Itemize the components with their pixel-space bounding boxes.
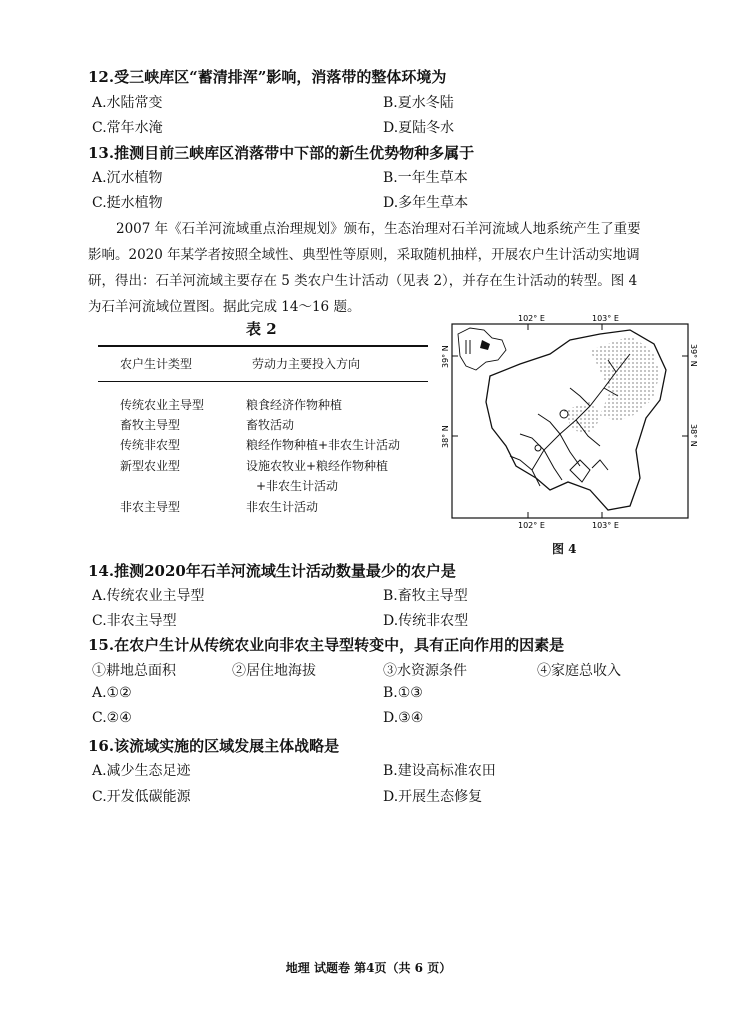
lon-label-top-103: 103° E xyxy=(592,314,619,323)
table-title: 表 2 xyxy=(246,320,277,338)
table-header-direction: 劳动力主要投入方向 xyxy=(252,357,361,371)
passage-line-2: 影响。2020 年某学者按照全域性、典型性等原则，采取随机抽样，开展农户生计活动实地调 xyxy=(88,247,640,263)
shiyang-river-basin-map xyxy=(440,310,700,532)
q12-option-d[interactable]: D.夏陆冬水 xyxy=(383,120,455,136)
figure-caption: 图 4 xyxy=(552,542,577,556)
q13-option-d[interactable]: D.多年生草本 xyxy=(383,195,469,211)
q12-stem: 12.受三峡库区“蓄清排浑”影响，消落带的整体环境为 xyxy=(88,68,447,86)
q13-option-c[interactable]: C.挺水植物 xyxy=(92,195,163,211)
table-row-3-direction: 粮经作物种植+非农生计活动 xyxy=(246,438,401,452)
q14-option-c[interactable]: C.非农主导型 xyxy=(92,613,177,629)
q15-option-b[interactable]: B.①③ xyxy=(383,685,423,701)
q15-option-d[interactable]: D.③④ xyxy=(383,710,424,726)
table-row-4b-direction: +非农生计活动 xyxy=(256,479,339,493)
page-footer: 地理 试题卷 第4页（共 6 页） xyxy=(285,961,452,975)
passage-line-4: 为石羊河流域位置图。据此完成 14～16 题。 xyxy=(88,299,361,315)
q12-option-a[interactable]: A.水陆常变 xyxy=(92,95,163,111)
lon-label-bottom-102: 102° E xyxy=(518,521,545,530)
q16-option-b[interactable]: B.建设高标准农田 xyxy=(383,763,496,779)
q16-option-a[interactable]: A.减少生态足迹 xyxy=(92,763,191,779)
table-row-3-type: 传统非农型 xyxy=(120,438,181,452)
q15-factor-4: ④家庭总收入 xyxy=(537,663,621,679)
q13-stem: 13.推测目前三峡库区消落带中下部的新生优势物种多属于 xyxy=(88,144,475,162)
q14-option-d[interactable]: D.传统非农型 xyxy=(383,613,469,629)
q15-factor-1: ①耕地总面积 xyxy=(92,663,176,679)
q16-option-d[interactable]: D.开展生态修复 xyxy=(383,789,483,805)
table-row-1-direction: 粮食经济作物种植 xyxy=(246,398,343,412)
table-row-2-direction: 畜牧活动 xyxy=(246,418,295,432)
table-header-rule xyxy=(98,381,428,382)
q12-option-c[interactable]: C.常年水淹 xyxy=(92,120,163,136)
q13-option-a[interactable]: A.沉水植物 xyxy=(92,170,163,186)
q16-stem: 16.该流域实施的区域发展主体战略是 xyxy=(88,737,340,755)
lon-label-top-102: 102° E xyxy=(518,314,545,323)
passage-line-3: 研，得出：石羊河流域主要存在 5 类农户生计活动（见表 2），并存在生计活动的转型。图 4 xyxy=(88,273,638,289)
table-row-5-type: 非农主导型 xyxy=(120,500,181,514)
table-row-2-type: 畜牧主导型 xyxy=(120,418,181,432)
q15-option-c[interactable]: C.②④ xyxy=(92,710,132,726)
table-row-5-direction: 非农生计活动 xyxy=(246,500,319,514)
lat-label-right-38: 38° N xyxy=(689,424,698,447)
lat-label-left-38: 38° N xyxy=(441,425,450,448)
q15-factor-3: ③水资源条件 xyxy=(383,663,467,679)
q12-option-b[interactable]: B.夏水冬陆 xyxy=(383,95,454,111)
table-row-1-type: 传统农业主导型 xyxy=(120,398,205,412)
table-header-type: 农户生计类型 xyxy=(120,357,193,371)
q14-option-a[interactable]: A.传统农业主导型 xyxy=(92,588,205,604)
q14-option-b[interactable]: B.畜牧主导型 xyxy=(383,588,468,604)
q13-option-b[interactable]: B.一年生草本 xyxy=(383,170,468,186)
passage-line-1: 2007 年《石羊河流域重点治理规划》颁布，生态治理对石羊河流域人地系统产生了重要 xyxy=(116,221,641,237)
lon-label-bottom-103: 103° E xyxy=(592,521,619,530)
q15-factor-2: ②居住地海拔 xyxy=(232,663,316,679)
q15-stem: 15.在农户生计从传统农业向非农主导型转变中，具有正向作用的因素是 xyxy=(88,636,565,654)
table-row-4-direction: 设施农牧业+粮经作物种植 xyxy=(246,459,389,473)
lat-label-left-39: 39° N xyxy=(441,345,450,368)
table-top-rule xyxy=(98,345,428,347)
q16-option-c[interactable]: C.开发低碳能源 xyxy=(92,789,191,805)
table-row-4-type: 新型农业型 xyxy=(120,459,181,473)
q15-option-a[interactable]: A.①② xyxy=(92,685,132,701)
q14-stem: 14.推测2020年石羊河流域生计活动数量最少的农户是 xyxy=(88,562,456,580)
lat-label-right-39: 39° N xyxy=(689,344,698,367)
